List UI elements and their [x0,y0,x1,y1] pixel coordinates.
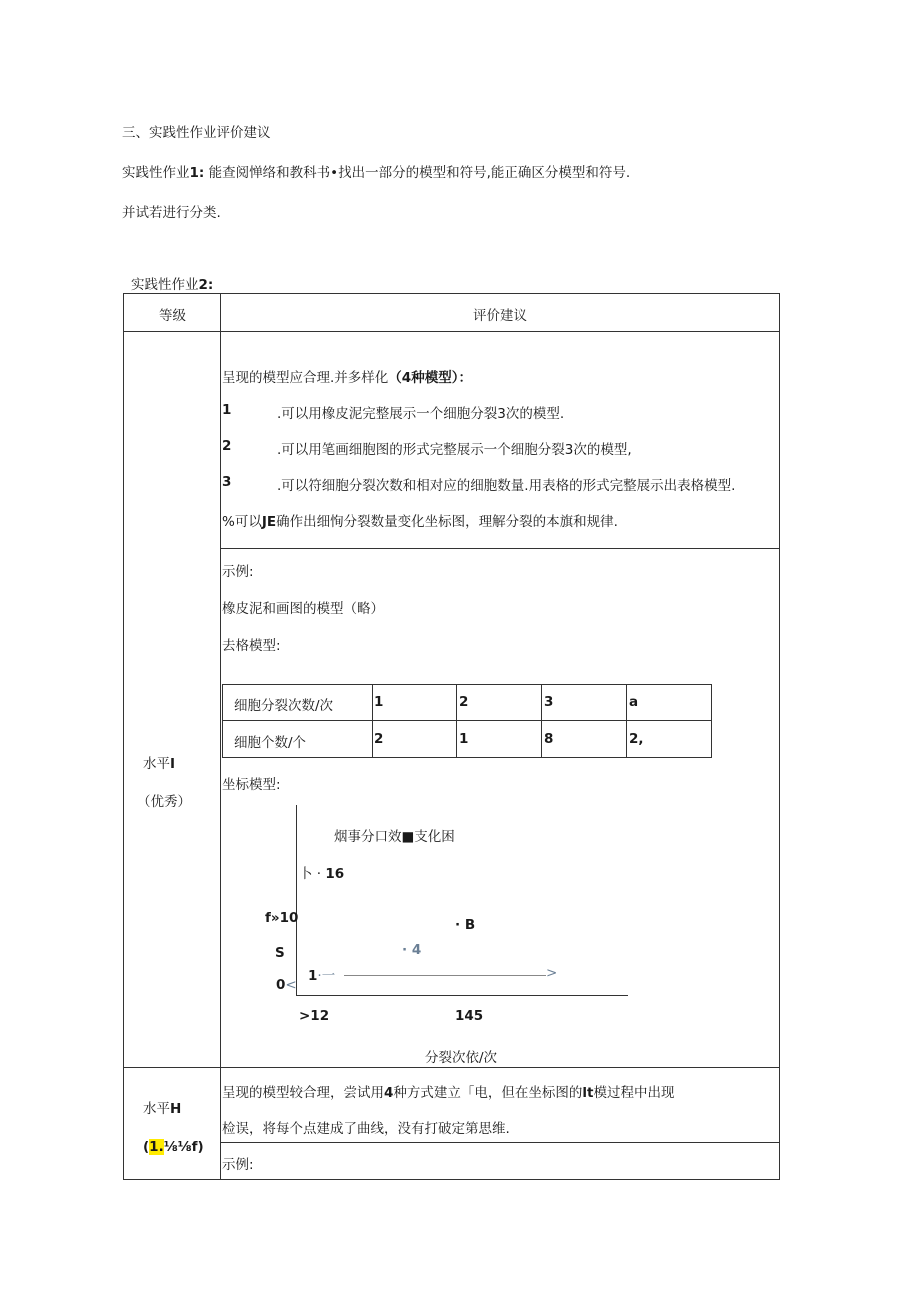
inner-table-col-1 [372,684,373,758]
section-heading: 三、实践性作业评价建议 [122,125,271,141]
homework-1-text: 能查阅惮络和教科书•找出一部分的模型和符号,能正确区分模型和符号. [208,165,631,181]
inner-table-cell: 8 [544,731,554,747]
example-label: 示例: [222,564,254,580]
chart-y-tick-10: f»10 [265,910,299,926]
level-1-intro-count: （4种模型）： [388,370,472,386]
level-2-numeral: H [170,1101,182,1117]
inner-table-col-4 [626,684,627,758]
level-1-numeral: I [170,756,176,772]
inner-table-row-2-label: 细胞个数/个 [234,735,307,751]
chart-title: 烟事分口效■支化困 [334,829,455,845]
table-header-divider [123,331,780,332]
inner-table-cell: 2 [459,694,469,710]
inner-table-col-5 [711,684,712,758]
homework-1-colon: : [198,165,205,181]
table-border-left [123,293,124,1180]
level-2-advice-line-2: 检误，将每个点建成了曲线，没有打破定第思维. [222,1121,510,1137]
inner-table-middle [222,720,712,721]
inner-table-cell: a [629,694,639,710]
chart-y-tick-s: S [275,945,285,961]
column-header-level: 等级 [159,308,186,324]
chart-x-axis [296,995,628,996]
chart-y-axis [296,805,297,996]
level-1-name: 水平I [143,756,176,772]
inner-table-col-2 [456,684,457,758]
level-1-item-4: %可以JE确作出细恂分裂数量变化坐标图，理解分裂的本旗和规律. [222,514,618,530]
table-column-divider [220,293,221,1180]
homework-1-line [122,161,630,181]
chart-point-4: · 4 [402,942,422,958]
level-2-grade-highlight: 1. [149,1139,164,1155]
homework-1-label: 实践性作业 [122,165,190,181]
inner-table-top [222,684,712,685]
chart-y-tick-0: 0< [276,977,297,993]
level-1-intro: 呈现的模型应合理.并多样化（4种模型）： [222,370,472,386]
chart-x-tick-left: >12 [299,1008,330,1024]
level-1-item-4-bold: JE [261,514,277,530]
homework-2-colon: : [207,277,214,293]
table-model-label: 去格模型: [222,638,281,654]
level-2-grade: (1.⅛⅛f) [143,1139,204,1155]
inner-table-cell: 1 [374,694,384,710]
homework-1-number: 1 [189,165,199,181]
chart-x-axis-label: 分裂次依/次 [425,1050,498,1066]
chart-arrow-head: > [546,965,558,981]
level-2-example-label: 示例: [222,1157,254,1173]
chart-point-1: 1·一 [308,968,336,984]
level-2-name: 水平H [143,1101,182,1117]
chart-point-b: · B [455,917,476,933]
advice-subdivider-2 [220,1142,780,1143]
clay-model-note: 橡皮泥和画图的模型（略） [222,601,384,617]
table-border-bottom [123,1179,780,1180]
table-row-divider [123,1067,780,1068]
homework-1-continuation: 并试若进行分类. [122,205,221,221]
chart-arrow-line [344,975,546,976]
coordinate-model-label: 坐标模型: [222,777,281,793]
inner-table-cell: 2, [629,731,644,747]
inner-table-cell: 3 [544,694,554,710]
column-header-advice: 评价建议 [473,308,527,324]
table-border-top [123,293,780,294]
level-1-item-2-number: 2 [222,438,232,454]
inner-table-col-3 [541,684,542,758]
level-1-item-1-text: .可以用橡皮泥完整展示一个细胞分裂3次的模型. [277,406,565,422]
chart-point-16: 卜 · 16 [299,866,345,882]
table-border-right [779,293,780,1180]
inner-table-col-0 [222,684,223,758]
inner-table-bottom [222,757,712,758]
level-1-item-3-text: .可以符细胞分裂次数和相对应的细胞数量.用表格的形式完整展示出表格模型. [277,478,736,494]
chart-x-tick-mid: 145 [455,1008,484,1024]
homework-2-label: 实践性作业 [131,277,199,293]
homework-2-line [131,273,213,293]
level-1-item-3-number: 3 [222,474,232,490]
inner-table-cell: 1 [459,731,469,747]
level-1-item-2-text: .可以用笔画细胞图的形式完整展示一个细胞分裂3次的模型, [277,442,632,458]
inner-table-cell: 2 [374,731,384,747]
inner-table-row-1-label: 细胞分裂次数/次 [234,698,334,714]
level-2-advice-line-1: 呈现的模型较合理，尝试用4种方式建立「电，但在坐标图的lt模过程中出现 [222,1085,675,1101]
advice-subdivider-1 [220,548,780,549]
level-1-item-1-number: 1 [222,402,232,418]
level-1-grade: （优秀） [137,794,191,810]
homework-2-number: 2 [198,277,208,293]
